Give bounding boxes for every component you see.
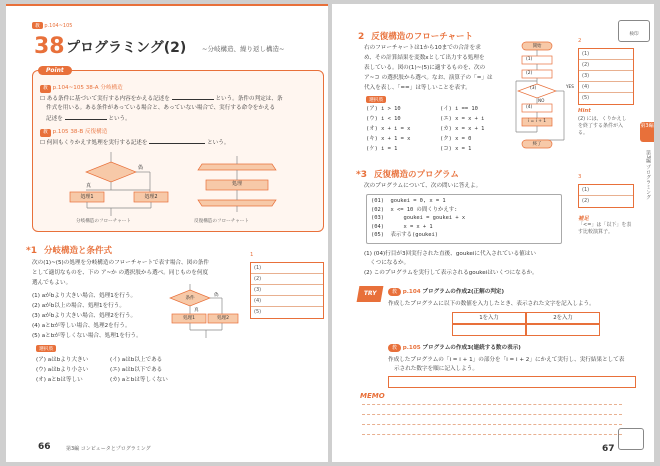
top-bar	[6, 4, 328, 6]
ref-icon: 教	[32, 22, 43, 29]
answer-row[interactable]: (3)	[579, 71, 633, 82]
q2-fc-slot-3: (3)	[530, 86, 537, 91]
q1-choice-b: (イ) aはb以上である	[110, 357, 163, 363]
fc1-false-label: 偽	[138, 165, 144, 171]
q4-heading-2	[388, 344, 521, 352]
point-tag: Point	[38, 66, 72, 75]
fc2-caption: 反復構造のフローチャート	[194, 219, 249, 224]
side-label: 第3編 プログラミング	[645, 150, 651, 200]
answer-blank[interactable]	[65, 114, 107, 120]
checkbox-icon[interactable]: ☐	[40, 140, 47, 146]
q2-text-5: 代入を表し、「==」は等しいことを表す。	[364, 85, 471, 91]
fc1-true-label: 真	[86, 183, 92, 189]
code-line-4: (04) x = x + 1	[371, 223, 433, 230]
q2-choice-2b: (エ) x = x + i	[440, 116, 485, 122]
q1-choice-d: (エ) aはb以下である	[110, 367, 163, 373]
q1-title: 分岐構造と条件式	[43, 246, 112, 256]
point-ref-2	[40, 128, 107, 137]
q2-hint-label: Hint	[578, 108, 591, 114]
point-ref-2-text: p.105 38-B 反復構造	[52, 129, 108, 135]
q1-answer-box	[250, 262, 324, 319]
q4-ref-1: p.104	[402, 289, 421, 295]
q2-fc-end: 終了	[532, 142, 542, 147]
point-text: という。条件の判定は、条	[215, 96, 283, 102]
q2-choice-5a: (ケ) i = 1	[366, 146, 398, 152]
chapter-tab[interactable]: 第3編	[640, 122, 654, 142]
q3-question-1: (1) (04)行目が3回実行された直後、goukeiに代入されている値はい	[364, 251, 536, 257]
q3-title: 反復構造のプログラム	[373, 170, 459, 180]
score-box[interactable]	[618, 428, 644, 450]
q3-answer-box	[578, 184, 634, 208]
q2-hint-1: (2) には、くりかえし	[578, 116, 627, 122]
q1-choices-label	[36, 345, 56, 352]
lesson-subtitle: ~分岐構造、繰り返し構造~	[202, 45, 285, 53]
q4-title-2: プログラムの作成3(連続する数の表示)	[422, 345, 521, 351]
answer-row[interactable]: (4)	[251, 296, 323, 307]
q1-fc-process-2: 処理2	[216, 316, 230, 321]
point-line-2: 件式を用いる。ある条件があっている場合と、あっていない場合で、実行する命令をかえる	[46, 105, 276, 111]
lesson-number: 38	[34, 34, 65, 59]
q2-fc-slot-4: (4)	[526, 105, 533, 110]
q2-fc-yes: YES	[566, 84, 574, 89]
point-text: 何回もくりかえす処理を実行する記述を	[46, 140, 148, 146]
answer-row[interactable]: (1)	[579, 185, 633, 196]
q2-heading	[358, 30, 473, 42]
fc1-process-2: 処理2	[144, 194, 158, 200]
branch-flowchart	[46, 152, 176, 220]
q3-heading	[356, 168, 459, 180]
q1-fc-process-1: 処理1	[182, 316, 196, 321]
q1-choice-e: (オ) aとbは等しい	[36, 377, 83, 383]
memo-line[interactable]	[362, 404, 622, 405]
q2-fc-no: NO	[538, 98, 545, 103]
memo-label: MEMO	[360, 392, 385, 400]
q3-hint-2: す比較演算子。	[578, 229, 614, 235]
q3-hint-label: 補足	[578, 216, 589, 222]
inspection-stamp-box[interactable]	[618, 20, 650, 42]
ref-icon: 教	[40, 129, 51, 137]
memo-line[interactable]	[362, 424, 622, 425]
q1-text-2: として適切なものを、下の ア~か の選択肢から選べ。同じものを何度	[32, 270, 209, 276]
q2-fc-start: 開始	[532, 44, 542, 49]
q2-choice-2a: (ウ) i < 10	[366, 116, 401, 122]
q2-fc-slot-2: (2)	[526, 71, 533, 76]
q2-fc-slot-1: (1)	[526, 57, 533, 62]
q1-choice-a: (ア) aはbより大きい	[36, 357, 89, 363]
inspection-label: 検印	[629, 32, 639, 37]
answer-row[interactable]: (3)	[251, 285, 323, 296]
q2-answer-no: 2	[578, 38, 582, 44]
q2-choice-3b: (カ) x = x + 1	[440, 126, 485, 132]
code-line-2: (02) x <= 10 の間くりかえす:	[371, 206, 458, 213]
q4-col-1: 1を入力	[452, 312, 526, 324]
q2-fc-incr: i = i + 1	[527, 119, 547, 124]
q2-answer-box	[578, 48, 634, 105]
checkbox-icon[interactable]: ☐	[40, 96, 47, 102]
q1-choice-c: (ウ) aはbより小さい	[36, 367, 89, 373]
q4-title-1: プログラムの作成2(正解の判定)	[422, 289, 505, 295]
q1-item-4: (4) aとbが等しい場合、処理2を行う。	[32, 323, 131, 329]
point-line-4	[40, 138, 229, 147]
point-ref-1	[40, 84, 123, 93]
lesson-title: プログラミング(2)	[66, 40, 187, 56]
ref-icon: 教	[40, 85, 51, 93]
q1-flowchart	[166, 284, 242, 340]
q1-heading	[26, 244, 112, 256]
q2-title: 反復構造のフローチャート	[371, 32, 473, 42]
q2-choice-1b: (イ) i == 10	[440, 106, 478, 112]
fc1-process-1: 処理1	[80, 194, 94, 200]
q2-hint-3: る。	[578, 130, 589, 136]
answer-row[interactable]: (4)	[579, 82, 633, 93]
point-text: という。	[108, 116, 131, 122]
fc1-caption: 分岐構造のフローチャート	[76, 219, 131, 224]
q1-fc-false: 偽	[214, 293, 219, 298]
q3-question-1b: くつになるか。	[370, 260, 410, 266]
q1-item-1: (1) aがbより大きい場合、処理1を行う。	[32, 293, 137, 299]
page-number-right: 67	[602, 444, 615, 454]
q1-choice-f: (カ) aとbは等しくない	[110, 377, 168, 383]
ref-icon: 教	[388, 344, 401, 352]
page-ref-text: p.104~105	[44, 23, 73, 29]
q2-choice-4b: (ク) x = 0	[440, 136, 472, 142]
answer-row[interactable]: (1)	[251, 263, 323, 274]
q4-heading-1	[388, 288, 504, 296]
point-text: という。	[207, 140, 230, 146]
q2-hint-2: を終了する条件が入	[578, 123, 624, 129]
ref-icon: 教	[388, 288, 401, 296]
footer-left: 第3編 コンピュータとプログラミング	[66, 446, 151, 452]
choices-tag: 選択肢	[366, 96, 386, 103]
q4-ref-2: p.105	[402, 345, 421, 351]
point-line-1	[40, 94, 283, 103]
memo-line[interactable]	[362, 414, 622, 415]
point-line-3	[46, 114, 131, 123]
q2-mark: 2	[358, 32, 365, 42]
point-text: 記述を	[46, 116, 63, 122]
q3-answer-no: 3	[578, 174, 582, 180]
answer-row[interactable]: (2)	[582, 198, 590, 204]
right-page	[332, 4, 654, 462]
q2-choice-5b: (コ) x = 1	[440, 146, 472, 152]
q2-choice-4a: (キ) x + 1 = x	[366, 136, 411, 142]
page-ref	[32, 22, 72, 29]
q2-text-4: ア~コ の選択肢から選べ。なお、演算子の「=」は	[364, 75, 493, 81]
point-text: ある条件に基づいて実行する内容をかえる記述を	[46, 96, 170, 102]
left-page	[6, 4, 328, 462]
q1-item-3: (3) aがbより大きい場合、処理2を行う。	[32, 313, 137, 319]
q1-answer-no: 1	[250, 252, 254, 258]
q4-answer-area[interactable]	[388, 376, 636, 388]
q1-item-2: (2) aがb以上の場合、処理1を行う。	[32, 303, 125, 309]
q1-text-3: 選んでもよい。	[32, 280, 72, 286]
q2-text-3: 表している。図の(1)~(5)に適するものを、次の	[364, 65, 486, 71]
q1-item-5: (5) aとbが等しくない場合、処理1を行う。	[32, 333, 142, 339]
code-line-1: (01) goukei = 0, x = 1	[371, 198, 446, 204]
q3-hint-1: 「<=」は「以下」を表	[578, 222, 632, 228]
q3-question-2: (2) このプログラムを実行して表示されるgoukeiはいくつになるか。	[364, 270, 538, 276]
q3-code-box	[366, 194, 562, 244]
code-line-5: (05) 表示する(goukei)	[371, 232, 438, 238]
q4-col-2: 2を入力	[526, 312, 600, 324]
q1-fc-cond: 条件	[185, 296, 195, 301]
q2-flowchart	[512, 40, 572, 150]
answer-row[interactable]: (5)	[582, 95, 590, 101]
fc2-process: 処理	[231, 181, 242, 187]
answer-blank[interactable]	[149, 138, 205, 144]
choices-tag: 選択肢	[36, 345, 56, 352]
memo-line[interactable]	[362, 434, 622, 435]
answer-row[interactable]: (1)	[579, 49, 633, 60]
q2-choice-1a: (ア) i > 10	[366, 106, 401, 112]
q1-fc-true: 真	[194, 308, 199, 313]
q4-text-1: 作成したプログラムに以下の数値を入力したとき、表示された文字を記入しよう。	[388, 301, 595, 307]
point-ref-1-text: p.104~105 38-A 分岐構造	[52, 85, 123, 91]
q1-mark: *1	[26, 246, 37, 256]
q2-text-1: 右のフローチャートは1から10までの合計を求	[364, 45, 481, 51]
answer-blank[interactable]	[172, 94, 214, 100]
page-number-left: 66	[38, 442, 51, 452]
q4-answer-2[interactable]	[526, 324, 600, 336]
q4-text-2a: 作成したプログラムの「i = i + 1」の部分を「i = i + 2」にかえて実行し、実行結果として表	[388, 357, 625, 363]
q3-mark: *3	[356, 170, 367, 180]
answer-row[interactable]: (5)	[254, 309, 262, 315]
try-badge: TRY	[357, 286, 384, 302]
code-line-3: (03) goukei = goukei + x	[371, 215, 466, 221]
q3-text: 次のプログラムについて、次の問いに答えよ。	[364, 183, 482, 189]
answer-row[interactable]: (2)	[251, 274, 323, 285]
answer-row[interactable]: (2)	[579, 60, 633, 71]
q2-choice-3a: (オ) x + i = x	[366, 126, 411, 132]
q2-choices-label	[366, 96, 386, 103]
q1-text-1: 次の(1)~(5)の処理を分岐構造のフローチャートで表す場合、図の条件	[32, 260, 209, 266]
q4-answer-1[interactable]	[452, 324, 526, 336]
q4-text-2b: 示された数字を順に記入しよう。	[394, 366, 478, 372]
q2-text-2: め、その計算結果を変数xとして出力する処理を	[364, 55, 485, 61]
